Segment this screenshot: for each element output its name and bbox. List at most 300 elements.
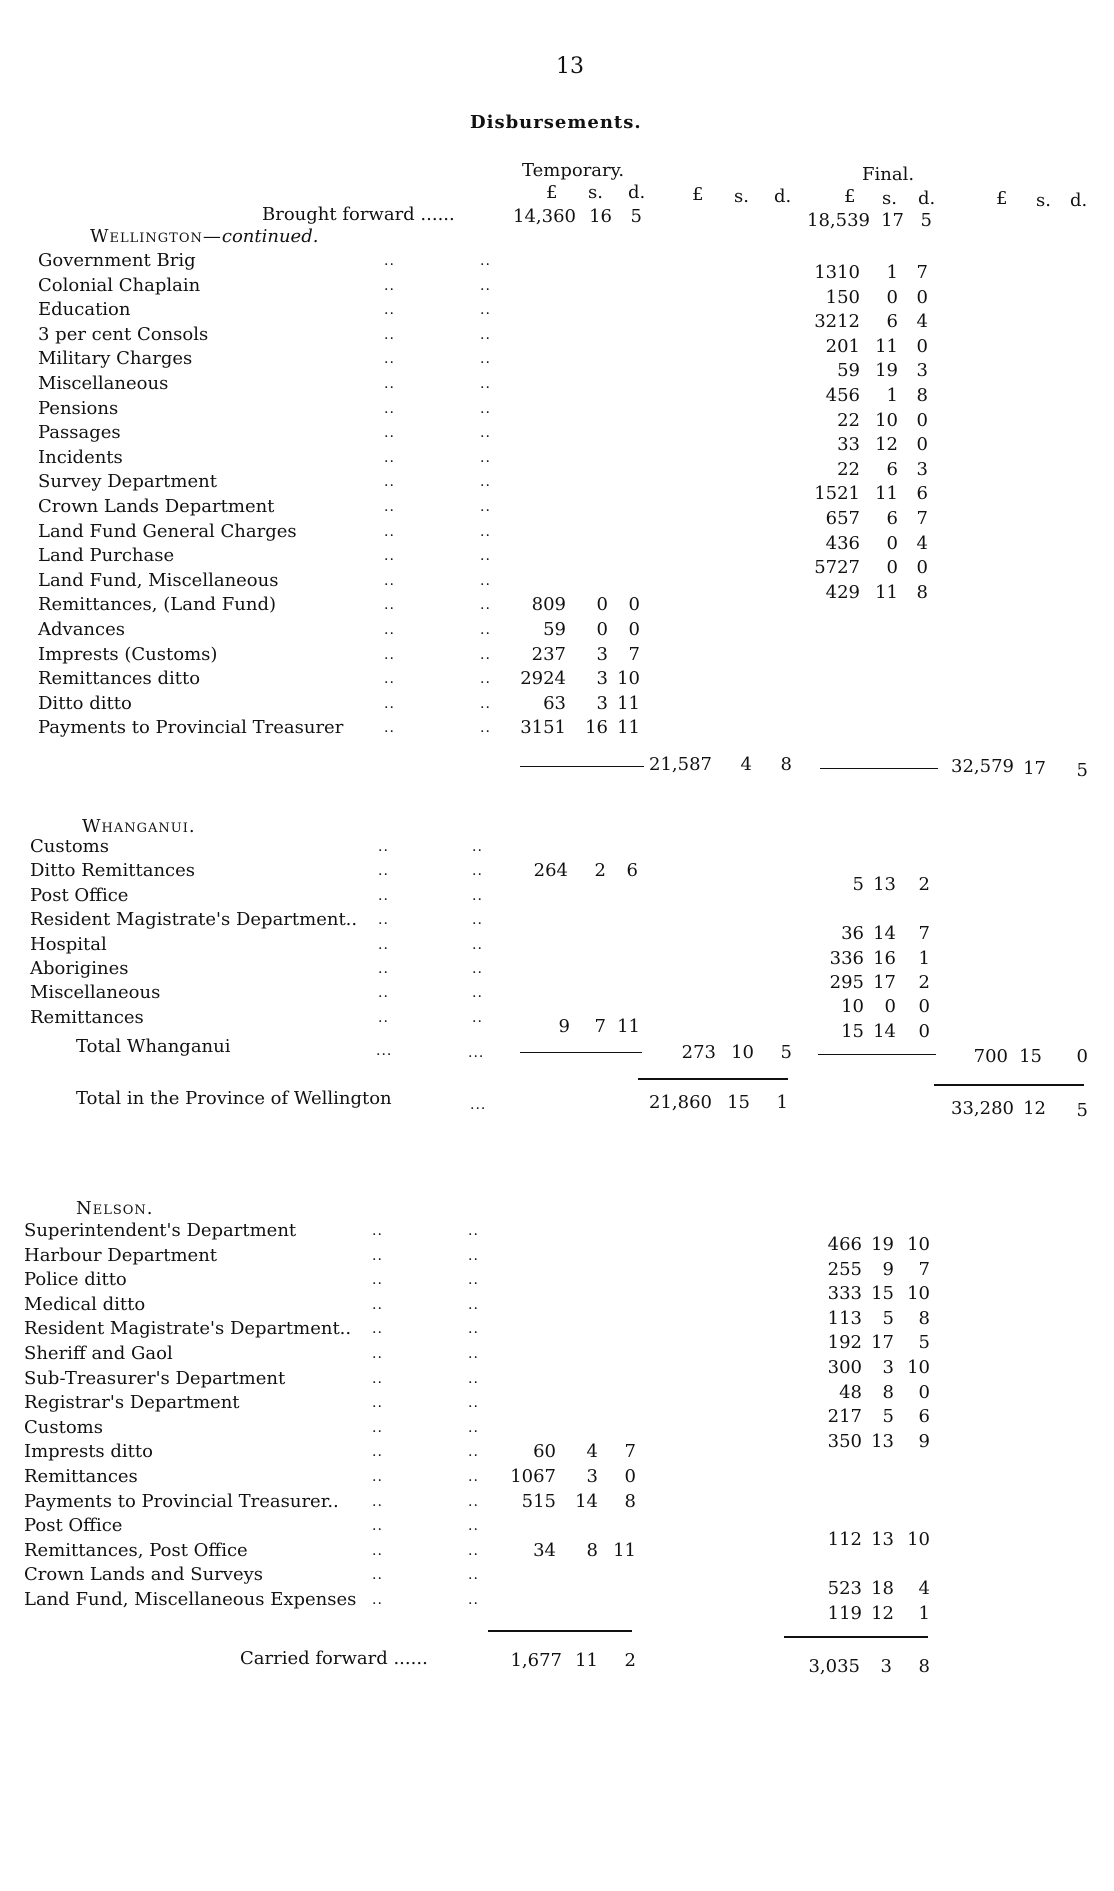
wellington-row-temp-s: 3 <box>596 692 608 714</box>
nelson-row-label: Remittances <box>24 1466 138 1487</box>
header-finaltot-s: s. <box>1036 190 1051 211</box>
whanganui-row-label: Post Office <box>30 884 129 906</box>
nelson-row-label: Post Office <box>24 1515 123 1537</box>
whanganui-row-label: Customs <box>30 836 109 857</box>
wellington-row-temp-l: 63 <box>543 692 566 714</box>
whanganui-row-label: Ditto Remittances <box>30 860 196 882</box>
wellington-row-final-d: 8 <box>916 385 928 406</box>
wellington-row-final-s: 19 <box>875 360 898 382</box>
nelson-row-final-d: 1 <box>918 1603 930 1624</box>
whanganui-row-final-d: 2 <box>918 972 930 993</box>
wellington-row-label: 3 per cent Consols <box>38 323 209 345</box>
wellington-row-dots: .. <box>480 572 491 589</box>
nelson-row-dots: .. <box>372 1370 383 1387</box>
nelson-row-dots: .. <box>468 1247 479 1264</box>
wellington-row-temp-l: 59 <box>543 619 566 640</box>
nelson-row-final-d: 7 <box>918 1258 930 1280</box>
whanganui-row-final-d: 0 <box>918 996 930 1018</box>
whanganui-total-final-s: 15 <box>1019 1046 1042 1067</box>
nelson-row-dots: .. <box>372 1296 383 1313</box>
wellington-row-final-s: 12 <box>875 434 898 456</box>
whanganui-row-final-l: 336 <box>829 947 864 969</box>
nelson-row-final-d: 10 <box>907 1283 930 1305</box>
wellington-total-final-d: 5 <box>1076 760 1088 781</box>
nelson-row-dots: .. <box>372 1444 383 1461</box>
brought-forward-final-l: 18,539 <box>807 210 870 231</box>
whanganui-row-temp-s: 2 <box>594 860 606 882</box>
nelson-row-label: Registrar's Department <box>24 1392 240 1414</box>
wellington-row-dots: .. <box>480 622 491 638</box>
header-temptot-d: d. <box>774 186 792 207</box>
whanganui-total-label: Total Whanganui <box>76 1036 231 1057</box>
nelson-row-temp-l: 1067 <box>510 1466 556 1487</box>
wellington-row-final-d: 0 <box>916 557 928 579</box>
header-temptot-l: £ <box>692 184 704 205</box>
nelson-row-final-s: 17 <box>871 1332 894 1354</box>
nelson-row-dots: .. <box>372 1567 383 1584</box>
wellington-temp-rule <box>520 766 644 767</box>
wellington-row-temp-l: 3151 <box>520 717 566 739</box>
wellington-row-dots: .. <box>384 400 395 417</box>
wellington-row-dots: .. <box>384 695 395 712</box>
whanganui-row-final-l: 10 <box>841 996 864 1018</box>
wellington-row-dots: .. <box>384 622 395 638</box>
nelson-row-final-l: 48 <box>839 1381 862 1403</box>
wellington-row-final-l: 22 <box>837 409 860 431</box>
nelson-row-dots: .. <box>468 1419 479 1436</box>
nelson-row-dots: .. <box>468 1469 479 1485</box>
whanganui-row-final-s: 17 <box>873 972 896 993</box>
header-temp-s: s. <box>588 182 603 203</box>
whanganui-row-dots: .. <box>472 839 483 855</box>
wellington-final-rule <box>820 768 938 769</box>
wellington-row-dots: .. <box>480 474 491 491</box>
nelson-row-final-l: 217 <box>827 1406 862 1428</box>
wellington-row-final-l: 33 <box>837 434 860 456</box>
nelson-row-final-d: 5 <box>918 1332 930 1354</box>
whanganui-total-temp-d: 5 <box>780 1042 792 1063</box>
nelson-row-dots: .. <box>468 1395 479 1412</box>
nelson-row-label: Crown Lands and Surveys <box>24 1564 264 1586</box>
whanganui-row-final-l: 36 <box>841 923 864 945</box>
wellington-row-label: Remittances ditto <box>38 668 201 690</box>
nelson-row-final-s: 13 <box>871 1529 894 1551</box>
wellington-heading <box>90 226 318 248</box>
carried-forward-final-l: 3,035 <box>808 1656 860 1677</box>
nelson-row-final-s: 19 <box>871 1234 894 1255</box>
wellington-row-final-l: 1521 <box>814 483 860 505</box>
wellington-row-dots: .. <box>384 523 395 540</box>
province-total-label: Total in the Province of Wellington <box>76 1088 392 1109</box>
nelson-row-final-d: 10 <box>907 1529 930 1551</box>
wellington-row-temp-s: 0 <box>596 594 608 616</box>
wellington-total-temp-l: 21,587 <box>649 754 712 775</box>
wellington-row-final-d: 3 <box>916 458 928 480</box>
nelson-row-temp-d: 0 <box>624 1466 636 1487</box>
nelson-row-temp-l: 515 <box>521 1490 556 1512</box>
header-final-s: s. <box>882 188 897 209</box>
whanganui-total-dots: ... <box>376 1043 393 1059</box>
brought-forward-final-s: 17 <box>881 210 904 231</box>
wellington-row-final-s: 11 <box>875 483 898 505</box>
whanganui-row-dots: .. <box>472 912 483 929</box>
carried-temp-rule <box>488 1630 632 1632</box>
whanganui-row-final-d: 7 <box>918 923 930 945</box>
wellington-row-label: Pensions <box>38 397 119 419</box>
whanganui-row-final-s: 13 <box>873 874 896 896</box>
nelson-row-temp-s: 14 <box>575 1490 598 1512</box>
wellington-total-final-l: 32,579 <box>951 756 1014 777</box>
nelson-row-final-s: 8 <box>882 1381 894 1403</box>
nelson-row-label: Customs <box>24 1416 103 1438</box>
wellington-row-dots: .. <box>384 351 395 368</box>
wellington-row-final-d: 0 <box>916 434 928 456</box>
whanganui-row-dots: .. <box>378 961 389 977</box>
nelson-row-dots: .. <box>372 1469 383 1485</box>
nelson-row-dots: .. <box>372 1518 383 1535</box>
wellington-row-final-d: 6 <box>916 483 928 505</box>
wellington-row-label: Education <box>38 299 131 321</box>
wellington-row-label: Land Purchase <box>38 545 175 567</box>
nelson-row-label: Remittances, Post Office <box>24 1539 248 1561</box>
nelson-row-final-l: 113 <box>827 1307 862 1329</box>
wellington-row-temp-d: 11 <box>617 692 640 714</box>
header-temptot-s: s. <box>734 186 749 207</box>
wellington-row-final-d: 0 <box>916 335 928 357</box>
nelson-row-temp-l: 34 <box>533 1539 556 1561</box>
wellington-row-final-d: 0 <box>916 409 928 431</box>
whanganui-remit-temp-s: 7 <box>594 1016 606 1037</box>
whanganui-row-final-s: 14 <box>873 923 896 945</box>
wellington-row-dots: .. <box>480 499 491 515</box>
nelson-row-final-s: 15 <box>871 1283 894 1305</box>
nelson-row-final-d: 9 <box>918 1430 930 1452</box>
nelson-row-temp-d: 7 <box>624 1441 636 1463</box>
whanganui-row-dots: .. <box>472 961 483 977</box>
wellington-row-label: Military Charges <box>38 348 193 370</box>
brought-forward-label: Brought forward ...... <box>262 204 455 225</box>
wellington-row-temp-d: 7 <box>628 643 640 665</box>
header-temp-d: d. <box>628 182 646 203</box>
whanganui-total-final-d: 0 <box>1076 1046 1088 1067</box>
wellington-row-final-s: 6 <box>886 311 898 333</box>
brought-forward-temp-l: 14,360 <box>513 206 576 227</box>
province-temp-rule <box>638 1078 788 1080</box>
nelson-row-label: Payments to Provincial Treasurer.. <box>24 1490 339 1512</box>
nelson-row-final-l: 255 <box>827 1258 862 1280</box>
wellington-row-label: Crown Lands Department <box>38 496 275 517</box>
whanganui-row-final-d: 2 <box>918 874 930 896</box>
wellington-row-dots: .. <box>384 277 395 294</box>
whanganui-final-rule <box>818 1054 936 1055</box>
whanganui-row-final-d: 0 <box>918 1020 930 1042</box>
nelson-row-label: Imprests ditto <box>24 1441 153 1463</box>
wellington-row-final-s: 10 <box>875 409 898 431</box>
nelson-row-dots: .. <box>372 1223 383 1239</box>
wellington-row-label: Ditto ditto <box>38 692 132 714</box>
nelson-row-dots: .. <box>372 1395 383 1412</box>
wellington-row-temp-l: 237 <box>531 643 566 665</box>
whanganui-total-final-l: 700 <box>973 1046 1008 1067</box>
wellington-row-final-d: 0 <box>916 286 928 308</box>
wellington-row-dots: .. <box>480 277 491 294</box>
wellington-row-final-l: 5727 <box>814 557 860 579</box>
nelson-row-temp-d: 8 <box>624 1490 636 1512</box>
whanganui-row-final-l: 295 <box>829 972 864 993</box>
whanganui-row-final-s: 0 <box>884 996 896 1018</box>
whanganui-row-dots: .. <box>378 1009 389 1026</box>
header-temp-l: £ <box>546 182 558 203</box>
wellington-row-dots: .. <box>384 572 395 589</box>
nelson-row-final-l: 466 <box>827 1234 862 1255</box>
nelson-row-dots: .. <box>468 1346 479 1362</box>
wellington-row-dots: .. <box>480 597 491 614</box>
wellington-row-final-l: 657 <box>825 508 860 529</box>
nelson-row-final-s: 5 <box>882 1406 894 1428</box>
wellington-row-label: Imprests (Customs) <box>38 643 218 665</box>
wellington-row-label: Colonial Chaplain <box>38 274 201 296</box>
province-total-final-l: 33,280 <box>951 1098 1014 1119</box>
carried-forward-final-s: 3 <box>880 1656 892 1677</box>
wellington-row-dots: .. <box>384 474 395 491</box>
nelson-row-final-l: 112 <box>827 1529 862 1551</box>
wellington-row-dots: .. <box>384 548 395 565</box>
nelson-row-final-d: 6 <box>918 1406 930 1428</box>
carried-forward-temp-d: 2 <box>624 1650 636 1671</box>
wellington-row-final-l: 150 <box>825 286 860 308</box>
whanganui-row-label: Remittances <box>30 1006 144 1028</box>
nelson-row-final-s: 9 <box>882 1258 894 1280</box>
province-final-rule <box>934 1084 1084 1086</box>
whanganui-temp-rule <box>520 1052 642 1053</box>
wellington-row-temp-d: 11 <box>617 717 640 739</box>
wellington-row-final-l: 429 <box>825 581 860 603</box>
wellington-row-temp-l: 809 <box>531 594 566 616</box>
whanganui-row-label: Resident Magistrate's Department.. <box>30 909 358 931</box>
wellington-row-dots: .. <box>384 425 395 442</box>
whanganui-row-dots: .. <box>472 863 483 880</box>
wellington-row-final-s: 0 <box>886 286 898 308</box>
whanganui-row-final-s: 16 <box>873 947 896 969</box>
wellington-row-final-s: 6 <box>886 458 898 480</box>
wellington-row-dots: .. <box>480 302 491 319</box>
wellington-row-final-d: 3 <box>916 360 928 382</box>
header-finaltot-l: £ <box>996 188 1008 209</box>
nelson-row-dots: .. <box>372 1493 383 1510</box>
wellington-row-temp-d: 0 <box>628 619 640 640</box>
nelson-row-dots: .. <box>468 1493 479 1510</box>
whanganui-row-dots: .. <box>378 887 389 904</box>
wellington-total-temp-s: 4 <box>740 754 752 775</box>
nelson-row-final-s: 5 <box>882 1307 894 1329</box>
nelson-row-final-d: 10 <box>907 1234 930 1255</box>
brought-forward-temp-d: 5 <box>630 206 642 227</box>
brought-forward-final-d: 5 <box>920 210 932 231</box>
wellington-row-label: Government Brig <box>38 250 196 271</box>
wellington-row-final-l: 456 <box>825 385 860 406</box>
nelson-row-label: Resident Magistrate's Department.. <box>24 1318 352 1340</box>
whanganui-row-dots: .. <box>472 1009 483 1026</box>
wellington-row-label: Payments to Provincial Treasurer <box>38 717 344 739</box>
wellington-row-final-s: 0 <box>886 557 898 579</box>
nelson-row-label: Police ditto <box>24 1269 127 1291</box>
wellington-row-final-s: 6 <box>886 508 898 529</box>
carried-forward-temp-l: 1,677 <box>510 1650 562 1671</box>
wellington-row-final-l: 22 <box>837 458 860 480</box>
wellington-row-label: Miscellaneous <box>38 373 169 394</box>
header-finaltot-d: d. <box>1070 190 1088 211</box>
wellington-row-dots: .. <box>480 695 491 712</box>
nelson-row-final-l: 192 <box>827 1332 862 1354</box>
wellington-row-dots: .. <box>480 671 491 688</box>
nelson-row-dots: .. <box>468 1370 479 1387</box>
nelson-row-final-d: 10 <box>907 1357 930 1378</box>
nelson-row-dots: .. <box>468 1321 479 1338</box>
carried-forward-final-d: 8 <box>918 1656 930 1677</box>
wellington-row-final-d: 4 <box>916 532 928 554</box>
wellington-row-dots: .. <box>384 646 395 663</box>
nelson-row-final-l: 523 <box>827 1578 862 1600</box>
wellington-row-final-l: 1310 <box>814 262 860 283</box>
nelson-row-final-s: 18 <box>871 1578 894 1600</box>
whanganui-row-dots: .. <box>472 887 483 904</box>
wellington-row-label: Land Fund General Charges <box>38 520 297 542</box>
wellington-row-label: Land Fund, Miscellaneous <box>38 569 279 591</box>
nelson-row-label: Sheriff and Gaol <box>24 1343 173 1364</box>
header-final: Final. <box>862 164 915 185</box>
wellington-row-dots: .. <box>384 597 395 614</box>
nelson-row-label: Medical ditto <box>24 1293 146 1315</box>
nelson-row-temp-s: 8 <box>586 1539 598 1561</box>
whanganui-row-label: Aborigines <box>30 958 129 979</box>
wellington-row-dots: .. <box>480 326 491 343</box>
nelson-row-dots: .. <box>372 1419 383 1436</box>
nelson-row-dots: .. <box>468 1296 479 1313</box>
wellington-row-dots: .. <box>384 449 395 466</box>
whanganui-row-final-s: 14 <box>873 1020 896 1042</box>
wellington-heading-text: Wellington— <box>90 226 222 247</box>
nelson-row-final-d: 0 <box>918 1381 930 1403</box>
wellington-total-temp-d: 8 <box>780 754 792 775</box>
whanganui-heading: Whanganui. <box>82 816 196 837</box>
nelson-row-final-d: 4 <box>918 1578 930 1600</box>
wellington-row-label: Remittances, (Land Fund) <box>38 594 276 616</box>
wellington-row-dots: .. <box>384 326 395 343</box>
nelson-row-label: Superintendent's Department <box>24 1220 297 1241</box>
whanganui-remit-temp-d: 11 <box>617 1016 640 1037</box>
whanganui-total-dots-2: ... <box>468 1045 485 1061</box>
wellington-row-final-d: 7 <box>916 262 928 283</box>
province-total-final-s: 12 <box>1023 1098 1046 1119</box>
wellington-row-final-s: 11 <box>875 335 898 357</box>
whanganui-row-dots: .. <box>472 985 483 1002</box>
wellington-row-dots: .. <box>480 425 491 442</box>
nelson-row-final-l: 333 <box>827 1283 862 1305</box>
whanganui-row-final-d: 1 <box>918 947 930 969</box>
whanganui-total-temp-l: 273 <box>681 1042 716 1063</box>
nelson-row-dots: .. <box>372 1592 383 1608</box>
nelson-row-label: Harbour Department <box>24 1244 218 1266</box>
wellington-row-final-s: 1 <box>886 385 898 406</box>
wellington-row-dots: .. <box>480 646 491 663</box>
nelson-row-temp-s: 4 <box>586 1441 598 1463</box>
wellington-row-final-l: 3212 <box>814 311 860 333</box>
nelson-row-dots: .. <box>468 1592 479 1608</box>
whanganui-row-dots: .. <box>378 936 389 953</box>
wellington-row-dots: .. <box>480 400 491 417</box>
nelson-row-final-s: 3 <box>882 1357 894 1378</box>
wellington-row-temp-s: 3 <box>596 668 608 690</box>
wellington-row-dots: .. <box>384 499 395 515</box>
wellington-row-final-s: 0 <box>886 532 898 554</box>
nelson-row-dots: .. <box>468 1272 479 1289</box>
wellington-row-dots: .. <box>384 376 395 392</box>
wellington-row-final-l: 436 <box>825 532 860 554</box>
wellington-total-final-s: 17 <box>1023 758 1046 779</box>
nelson-row-final-d: 8 <box>918 1307 930 1329</box>
wellington-row-dots: .. <box>480 253 491 269</box>
wellington-row-final-d: 4 <box>916 311 928 333</box>
nelson-row-dots: .. <box>468 1223 479 1239</box>
nelson-row-temp-d: 11 <box>613 1539 636 1561</box>
nelson-row-dots: .. <box>468 1542 479 1559</box>
whanganui-remit-temp-l: 9 <box>558 1016 570 1037</box>
province-total-final-d: 5 <box>1076 1100 1088 1121</box>
nelson-row-temp-s: 3 <box>586 1466 598 1487</box>
wellington-row-temp-s: 0 <box>596 619 608 640</box>
wellington-row-final-d: 8 <box>916 581 928 603</box>
nelson-row-dots: .. <box>468 1518 479 1535</box>
wellington-row-final-l: 59 <box>837 360 860 382</box>
wellington-row-label: Passages <box>38 422 121 444</box>
wellington-row-dots: .. <box>384 253 395 269</box>
nelson-row-dots: .. <box>372 1542 383 1559</box>
nelson-row-final-s: 13 <box>871 1430 894 1452</box>
wellington-row-dots: .. <box>480 351 491 368</box>
province-total-temp-s: 15 <box>727 1092 750 1113</box>
brought-forward-temp-s: 16 <box>589 206 612 227</box>
nelson-row-temp-l: 60 <box>533 1441 556 1463</box>
carried-forward-temp-s: 11 <box>575 1650 598 1671</box>
wellington-row-dots: .. <box>480 523 491 540</box>
header-final-l: £ <box>844 186 856 207</box>
wellington-row-temp-l: 2924 <box>520 668 566 690</box>
header-temporary: Temporary. <box>522 160 625 181</box>
whanganui-row-temp-d: 6 <box>626 860 638 882</box>
wellington-row-dots: .. <box>480 720 491 737</box>
wellington-row-final-l: 201 <box>825 335 860 357</box>
nelson-row-dots: .. <box>468 1444 479 1461</box>
nelson-row-dots: .. <box>372 1346 383 1362</box>
nelson-row-label: Land Fund, Miscellaneous Expenses <box>24 1589 357 1610</box>
wellington-row-dots: .. <box>384 720 395 737</box>
carried-final-rule <box>784 1636 928 1638</box>
whanganui-row-dots: .. <box>378 912 389 929</box>
nelson-heading: Nelson. <box>76 1198 154 1219</box>
wellington-heading-continued: continued. <box>221 226 319 247</box>
page-number: 13 <box>556 54 584 79</box>
wellington-row-temp-s: 3 <box>596 643 608 665</box>
wellington-row-final-s: 1 <box>886 262 898 283</box>
nelson-row-final-l: 350 <box>827 1430 862 1452</box>
province-total-temp-l: 21,860 <box>649 1092 712 1113</box>
wellington-row-label: Survey Department <box>38 471 217 493</box>
wellington-row-dots: .. <box>384 302 395 319</box>
page-title: Disbursements. <box>470 112 642 133</box>
whanganui-row-final-l: 5 <box>852 874 864 896</box>
wellington-row-label: Incidents <box>38 446 123 468</box>
wellington-row-final-s: 11 <box>875 581 898 603</box>
